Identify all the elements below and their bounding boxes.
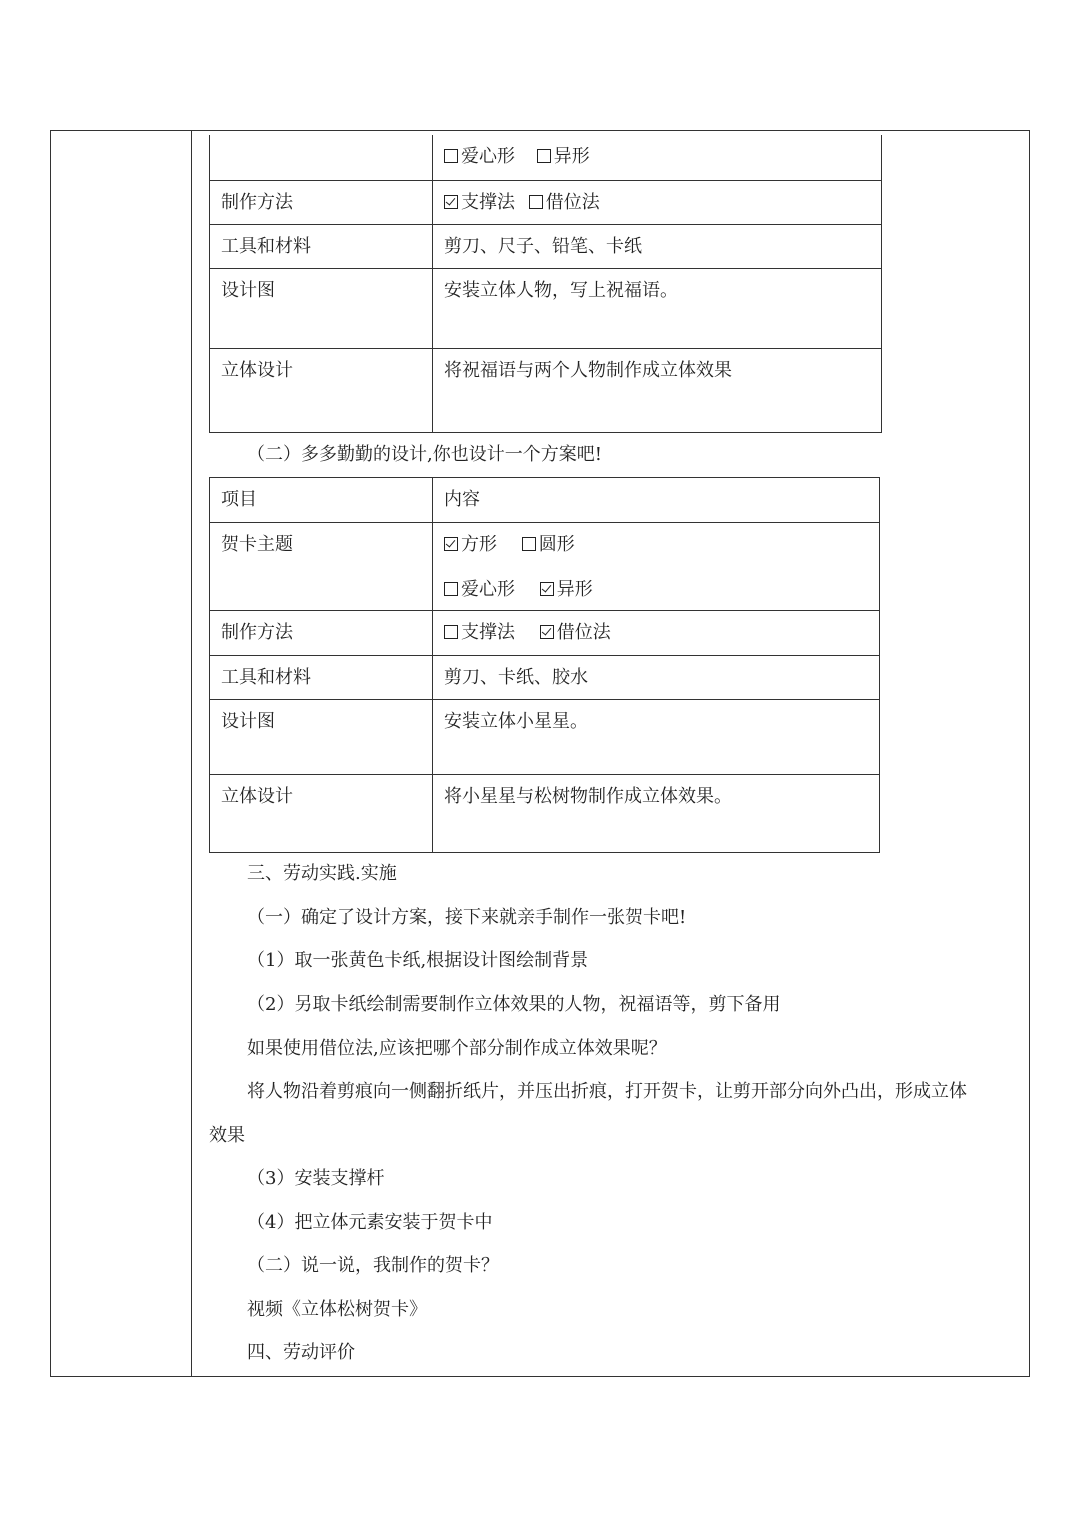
paragraph: （3）安装支撑杆 [247, 1168, 385, 1189]
option-label: 借位法 [545, 191, 600, 213]
section-title: 四、劳动评价 [247, 1342, 355, 1363]
checkbox[interactable] [444, 195, 458, 209]
table-row [210, 180, 882, 224]
option[interactable] [444, 191, 515, 215]
checkbox[interactable] [444, 149, 458, 163]
option-label: 异形 [556, 579, 593, 600]
row-value: 将祝福语与两个人物制作成立体效果 [433, 348, 882, 432]
table-row [210, 135, 882, 180]
table-row [210, 268, 882, 348]
table-row [210, 348, 882, 432]
row-label: 设计图 [210, 700, 433, 775]
row-label: 工具和材料 [210, 224, 433, 268]
table-row [210, 700, 880, 775]
row-label: 制作方法 [210, 180, 433, 224]
checkbox[interactable] [529, 195, 543, 209]
checkbox[interactable] [540, 625, 554, 639]
row-label: 贺卡主题 [210, 523, 433, 611]
checkbox[interactable] [444, 582, 458, 596]
header-cell: 项目 [210, 478, 433, 523]
row-label: 工具和材料 [210, 656, 433, 700]
paragraph: 视频《立体松树贺卡》 [247, 1299, 427, 1320]
paragraph: （二）说一说，我制作的贺卡？ [247, 1255, 499, 1276]
row-label: 制作方法 [210, 611, 433, 656]
table-row [210, 775, 880, 853]
table-row [210, 224, 882, 268]
option-label: 方形 [461, 534, 497, 555]
table-cell [433, 180, 882, 224]
paragraph: （4）把立体元素安装于贺卡中 [247, 1212, 493, 1233]
checkbox[interactable] [537, 149, 551, 163]
row-value: 剪刀、卡纸、胶水 [433, 656, 880, 700]
option[interactable] [444, 533, 497, 557]
paragraph: 将人物沿着剪痕向一侧翻折纸片，并压出折痕，打开贺卡，让剪开部分向外凸出，形成立体 [247, 1081, 967, 1102]
option[interactable] [537, 145, 590, 169]
table-row [210, 611, 880, 656]
option[interactable] [444, 578, 515, 602]
paragraph: （1）取一张黄色卡纸,根据设计图绘制背景 [247, 950, 589, 971]
column-divider [191, 130, 192, 1377]
row-label: 立体设计 [210, 775, 433, 853]
option[interactable] [444, 145, 515, 169]
option[interactable] [540, 578, 593, 602]
row-value: 安装立体人物，写上祝福语。 [433, 268, 882, 348]
table-row [210, 523, 880, 611]
option-label: 借位法 [556, 622, 611, 643]
row-value: 将小星星与松树物制作成立体效果。 [433, 775, 880, 853]
paragraph: 如果使用借位法,应该把哪个部分制作成立体效果呢？ [247, 1038, 667, 1059]
row-label: 立体设计 [210, 348, 433, 432]
option-label: 爱心形 [461, 146, 515, 167]
table-cell [433, 523, 880, 611]
option-label: 爱心形 [461, 579, 515, 600]
table-cell [433, 611, 880, 656]
paragraph: （一）确定了设计方案，接下来就亲手制作一张贺卡吧! [247, 907, 687, 928]
checkbox[interactable] [444, 625, 458, 639]
table-row [210, 478, 880, 523]
section-heading: （二）多多勤勤的设计,你也设计一个方案吧! [247, 444, 602, 465]
option-label: 异形 [553, 146, 590, 167]
design-table-1 [209, 135, 882, 433]
option[interactable] [540, 621, 611, 645]
checkbox[interactable] [540, 582, 554, 596]
option[interactable] [522, 533, 575, 557]
option-label: 支撑法 [461, 191, 515, 213]
table-cell [210, 135, 433, 180]
option-label: 圆形 [538, 534, 575, 555]
paragraph: （2）另取卡纸绘制需要制作立体效果的人物，祝福语等，剪下备用 [247, 994, 781, 1015]
option[interactable] [444, 621, 515, 645]
row-value: 剪刀、尺子、铅笔、卡纸 [433, 224, 882, 268]
design-table-2 [209, 477, 880, 853]
checkbox[interactable] [444, 537, 458, 551]
section-title: 三、劳动实践.实施 [247, 863, 397, 884]
row-label: 设计图 [210, 268, 433, 348]
table-cell [433, 135, 882, 180]
table-row [210, 656, 880, 700]
checkbox[interactable] [522, 537, 536, 551]
header-cell: 内容 [433, 478, 880, 523]
option-label: 支撑法 [461, 622, 515, 643]
option[interactable] [529, 191, 600, 215]
row-value: 安装立体小星星。 [433, 700, 880, 775]
paragraph-continuation: 效果 [209, 1125, 245, 1146]
